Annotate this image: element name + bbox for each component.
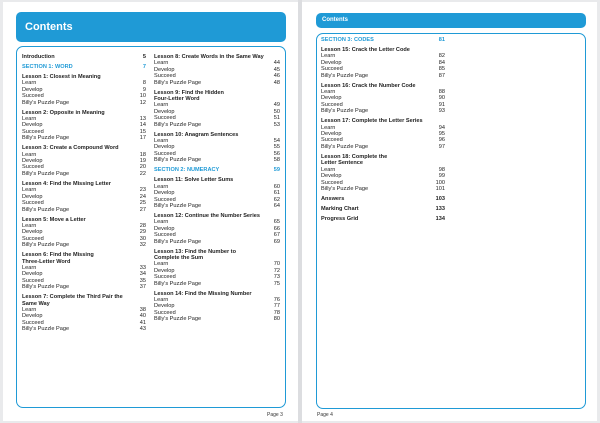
entry-page: 93 xyxy=(438,108,445,115)
entry-title: Develop xyxy=(154,66,175,73)
entry-title: Develop xyxy=(22,158,43,165)
entry-page: 29 xyxy=(139,229,146,236)
entry-title: Lesson 14: Find the Missing Number xyxy=(154,290,252,297)
entry-page: 41 xyxy=(139,319,146,326)
entry-page: 56 xyxy=(273,150,280,157)
entry-title: Answers xyxy=(321,195,345,202)
entry-page: 25 xyxy=(139,200,146,207)
entry-title: Learn xyxy=(154,261,169,268)
entry-title: Lesson 8: Create Words in the Same Way xyxy=(154,54,264,60)
entry-title: Complete the Sum xyxy=(154,254,204,261)
entry-title: Learn xyxy=(22,187,37,194)
entry-title: Billy's Puzzle Page xyxy=(22,170,70,177)
entry-page: 45 xyxy=(273,66,280,73)
entry-page: 82 xyxy=(438,53,445,60)
toc-heading xyxy=(154,54,280,60)
entry-page: 17 xyxy=(139,135,146,142)
entry-title: Marking Chart xyxy=(321,205,359,212)
entry-page: 75 xyxy=(273,280,280,287)
entry-page: 13 xyxy=(139,116,146,123)
entry-title: Learn xyxy=(321,166,336,173)
entry-page: 9 xyxy=(142,86,146,93)
toc-column-1 xyxy=(321,37,445,222)
entry-title: Lesson 1: Closest in Meaning xyxy=(22,74,101,80)
entry-title: Succeed xyxy=(22,164,44,171)
toc-entry xyxy=(154,316,280,322)
entry-page: 98 xyxy=(438,166,445,173)
entry-page: 88 xyxy=(438,89,445,96)
entry-title: Develop xyxy=(154,190,175,197)
entry-page: 51 xyxy=(273,115,280,122)
entry-title: Lesson 13: Find the Number to xyxy=(154,248,237,255)
entry-page: 95 xyxy=(438,131,445,138)
entry-title: Lesson 9: Find the Hidden xyxy=(154,89,224,96)
entry-title: Lesson 2: Opposite in Meaning xyxy=(22,109,105,116)
entry-title: SECTION 1: WORD xyxy=(22,64,73,70)
entry-title: Billy's Puzzle Page xyxy=(321,108,369,115)
entry-page: 78 xyxy=(273,309,280,316)
entry-title: Develop xyxy=(22,86,43,93)
entry-page: 64 xyxy=(273,202,280,209)
entry-page: 99 xyxy=(438,173,445,180)
entry-page: 50 xyxy=(273,108,280,115)
entry-page: 15 xyxy=(139,128,146,135)
entry-page: 38 xyxy=(139,306,146,313)
entry-page: 85 xyxy=(438,66,445,73)
entry-page: 101 xyxy=(435,185,445,192)
entry-title: Learn xyxy=(22,222,37,229)
entry-title: Learn xyxy=(154,296,169,303)
entry-page: 87 xyxy=(438,72,445,79)
entry-page: 20 xyxy=(139,164,146,171)
entry-page: 24 xyxy=(139,193,146,200)
entry-title: Lesson 3: Create a Compound Word xyxy=(22,145,119,152)
entry-page: 80 xyxy=(273,316,280,323)
entry-page: 48 xyxy=(273,79,280,86)
entry-title: Develop xyxy=(154,144,175,151)
entry-title: Introduction xyxy=(22,54,55,60)
entry-title: SECTION 3: CODES xyxy=(321,37,374,43)
entry-title: Lesson 5: Move a Letter xyxy=(22,216,86,223)
entry-title: Succeed xyxy=(22,235,44,242)
entry-title: Succeed xyxy=(22,277,44,284)
entry-page: 53 xyxy=(273,121,280,128)
entry-title: SECTION 2: NUMERACY xyxy=(154,167,220,174)
entry-title: Learn xyxy=(22,116,37,123)
entry-page: 133 xyxy=(435,205,445,212)
entry-title: Succeed xyxy=(22,200,44,207)
entry-page: 10 xyxy=(139,93,146,100)
entry-title: Learn xyxy=(321,89,336,96)
entry-title: Progress Grid xyxy=(321,215,359,222)
entry-page: 97 xyxy=(438,143,445,150)
toc-entry xyxy=(22,326,146,332)
entry-title: Billy's Puzzle Page xyxy=(321,143,369,150)
entry-title: Lesson 6: Find the Missing xyxy=(22,252,94,259)
entry-page: 65 xyxy=(273,219,280,226)
entry-title: Develop xyxy=(22,271,43,278)
entry-page: 66 xyxy=(273,225,280,232)
entry-title: Develop xyxy=(22,122,43,129)
entry-page: 35 xyxy=(139,277,146,284)
entry-title: Succeed xyxy=(154,309,176,316)
entry-title: Lesson 7: Complete the Third Pair the xyxy=(22,294,123,301)
entry-title: Lesson 15: Crack the Letter Code xyxy=(321,47,410,53)
page-number: Page 3 xyxy=(267,412,283,418)
entry-page: 43 xyxy=(139,326,146,333)
entry-title: Develop xyxy=(22,193,43,200)
entry-page: 100 xyxy=(435,179,445,186)
entry-page: 67 xyxy=(273,232,280,239)
entry-page: 18 xyxy=(139,151,146,158)
entry-page: 33 xyxy=(139,264,146,271)
entry-title: Develop xyxy=(321,59,342,66)
entry-page: 30 xyxy=(139,235,146,242)
entry-title: Three-Letter Word xyxy=(22,258,71,265)
entry-title: Develop xyxy=(22,229,43,236)
contents-banner: Contents xyxy=(316,13,586,28)
entry-title: Billy's Puzzle Page xyxy=(22,284,70,291)
entry-title: Learn xyxy=(154,219,169,226)
entry-page: 7 xyxy=(142,64,146,70)
entry-page: 90 xyxy=(438,95,445,102)
entry-page: 5 xyxy=(142,54,146,60)
entry-title: Same Way xyxy=(22,300,50,307)
entry-page: 94 xyxy=(438,124,445,131)
entry-title: Develop xyxy=(321,131,342,138)
entry-title: Lesson 10: Anagram Sentences xyxy=(154,131,239,138)
entry-page: 60 xyxy=(273,183,280,190)
entry-title: Succeed xyxy=(321,137,343,144)
entry-title: Learn xyxy=(22,151,37,158)
entry-title: Succeed xyxy=(22,319,44,326)
entry-title: Billy's Puzzle Page xyxy=(321,185,369,192)
entry-page: 37 xyxy=(139,284,146,291)
entry-title: Develop xyxy=(154,303,175,310)
entry-page: 19 xyxy=(139,158,146,165)
entry-page: 134 xyxy=(435,215,445,222)
entry-title: Four-Letter Word xyxy=(154,96,200,103)
entry-page: 23 xyxy=(139,187,146,194)
entry-title: Succeed xyxy=(154,115,176,122)
entry-title: Billy's Puzzle Page xyxy=(154,79,202,86)
entry-page: 14 xyxy=(139,122,146,129)
entry-page: 73 xyxy=(273,274,280,281)
entry-title: Succeed xyxy=(154,150,176,157)
entry-page: 27 xyxy=(139,206,146,213)
entry-title: Billy's Puzzle Page xyxy=(154,238,202,245)
entry-page: 55 xyxy=(273,144,280,151)
entry-title: Learn xyxy=(22,306,37,313)
entry-title: Billy's Puzzle Page xyxy=(154,316,202,323)
entry-title: Succeed xyxy=(154,274,176,281)
entry-page: 72 xyxy=(273,267,280,274)
entry-title: Learn xyxy=(321,53,336,60)
entry-page: 34 xyxy=(139,271,146,278)
entry-title: Succeed xyxy=(321,179,343,186)
entry-title: Lesson 11: Solve Letter Sums xyxy=(154,177,234,184)
entry-title: Succeed xyxy=(321,66,343,73)
entry-title: Lesson 4: Find the Missing Letter xyxy=(22,180,111,187)
right-page xyxy=(302,2,597,421)
entry-title: Learn xyxy=(154,102,169,109)
entry-title: Letter Sentence xyxy=(321,160,363,167)
entry-title: Learn xyxy=(22,80,37,87)
entry-page: 54 xyxy=(273,138,280,145)
entry-page: 103 xyxy=(435,195,445,202)
entry-title: Develop xyxy=(22,313,43,320)
entry-page: 77 xyxy=(273,303,280,310)
contents-banner: Contents xyxy=(16,12,286,42)
entry-title: Learn xyxy=(154,138,169,145)
entry-page: 81 xyxy=(438,37,445,43)
entry-page: 59 xyxy=(273,167,280,174)
entry-title: Learn xyxy=(321,124,336,131)
entry-page: 61 xyxy=(273,190,280,197)
entry-title: Lesson 16: Crack the Number Code xyxy=(321,82,416,89)
entry-page: 76 xyxy=(273,296,280,303)
left-page xyxy=(3,2,298,421)
entry-title: Develop xyxy=(154,225,175,232)
entry-title: Succeed xyxy=(321,101,343,108)
entry-page: 62 xyxy=(273,196,280,203)
entry-title: Billy's Puzzle Page xyxy=(154,157,202,164)
entry-title: Billy's Puzzle Page xyxy=(22,135,70,142)
entry-page: 46 xyxy=(273,73,280,80)
entry-title: Succeed xyxy=(22,93,44,100)
entry-title: Develop xyxy=(321,173,342,180)
entry-title: Succeed xyxy=(154,232,176,239)
entry-page: 70 xyxy=(273,261,280,268)
entry-title: Lesson 17: Complete the Letter Series xyxy=(321,118,423,125)
entry-page: 49 xyxy=(273,102,280,109)
entry-title: Succeed xyxy=(154,196,176,203)
toc-column-2 xyxy=(154,54,280,323)
entry-title: Lesson 12: Continue the Number Series xyxy=(154,212,260,219)
entry-title: Billy's Puzzle Page xyxy=(22,99,70,106)
entry-title: Billy's Puzzle Page xyxy=(22,206,70,213)
entry-page: 32 xyxy=(139,242,146,249)
entry-page: 12 xyxy=(139,99,146,106)
entry-title: Billy's Puzzle Page xyxy=(321,72,369,79)
page-number: Page 4 xyxy=(317,412,333,418)
entry-title: Billy's Puzzle Page xyxy=(154,202,202,209)
entry-title: Develop xyxy=(321,95,342,102)
entry-page: 91 xyxy=(438,101,445,108)
entry-page: 28 xyxy=(139,222,146,229)
entry-title: Develop xyxy=(154,267,175,274)
entry-page: 8 xyxy=(142,80,146,87)
entry-title: Succeed xyxy=(22,128,44,135)
entry-page: 40 xyxy=(139,313,146,320)
entry-page: 58 xyxy=(273,157,280,164)
entry-title: Billy's Puzzle Page xyxy=(22,242,70,249)
entry-title: Learn xyxy=(154,60,169,67)
entry-page: 69 xyxy=(273,238,280,245)
entry-title: Succeed xyxy=(154,73,176,80)
entry-page: 84 xyxy=(438,59,445,66)
entry-title: Learn xyxy=(154,183,169,190)
entry-title: Billy's Puzzle Page xyxy=(154,280,202,287)
entry-title: Lesson 18: Complete the xyxy=(321,153,388,160)
entry-title: Learn xyxy=(22,264,37,271)
toc-column-1 xyxy=(22,54,146,333)
entry-page: 96 xyxy=(438,137,445,144)
entry-title: Billy's Puzzle Page xyxy=(22,326,70,333)
entry-page: 44 xyxy=(273,60,280,67)
entry-title: Develop xyxy=(154,108,175,115)
toc-heading xyxy=(321,216,445,222)
entry-title: Billy's Puzzle Page xyxy=(154,121,202,128)
entry-page: 22 xyxy=(139,170,146,177)
